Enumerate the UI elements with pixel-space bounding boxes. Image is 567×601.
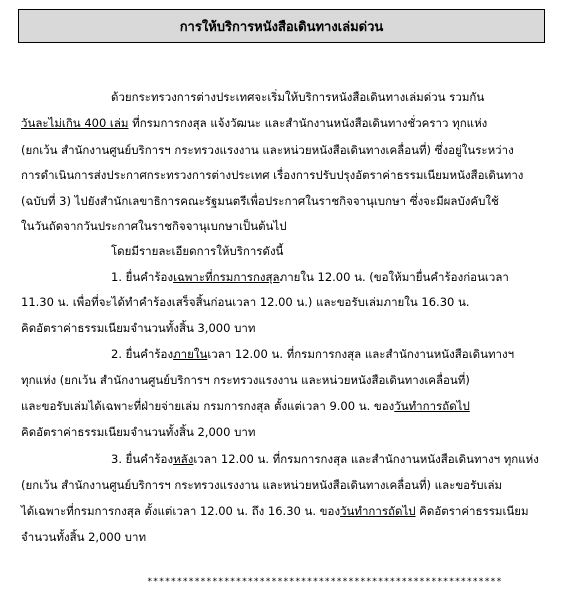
item-3-underlined: หลัง: [173, 452, 194, 466]
item-2-prefix: 2. ยื่นคำร้อง: [111, 347, 174, 361]
item-1-line-2: 11.30 น. เพื่อที่จะได้ทำคำร้องเสร็จสิ้นก่อนเวลา 12.00 น.) และขอรับเล่มภายใน 16.30 น.: [21, 295, 470, 309]
page-title: การให้บริการหนังสือเดินทางเล่มด่วน: [179, 19, 384, 35]
item-1-line-3: คิดอัตราค่าธรรมเนียมจำนวนทั้งสิ้น 3,000 บาท: [21, 321, 256, 335]
item-2-next-business-day: วันทำการถัดไป: [394, 399, 470, 413]
intro-line-2-rest: ที่กรมการกงสุล แจ้งวัฒนะ และสำนักงานหนังสือเดินทางชั่วคราว ทุกแห่ง: [128, 116, 488, 130]
item-3-next-business-day: วันทำการถัดไป: [340, 504, 416, 518]
intro-line-2: [21, 115, 487, 131]
item-3-line-4: จำนวนทั้งสิ้น 2,000 บาท: [21, 530, 147, 544]
intro-line-3: (ยกเว้น สำนักงานศูนย์บริการฯ กระทรวงแรงงาน และหน่วยหนังสือเดินทางเคลื่อนที่) ซึ่งอยู่ในระหว่าง: [21, 143, 514, 157]
item-3-prefix: 3. ยื่นคำร้อง: [111, 452, 174, 466]
item-3-line-2: (ยกเว้น สำนักงานศูนย์บริการฯ กระทรวงแรงงาน และหน่วยหนังสือเดินทางเคลื่อนที่) และขอรับเล่ม: [21, 478, 503, 492]
details-heading: โดยมีรายละเอียดการให้บริการดังนี้: [111, 244, 284, 258]
item-2-suffix: เวลา 12.00 น. ที่กรมการกงสุล และสำนักงานหนังสือเดินทางฯ: [207, 347, 515, 361]
intro-line-5: (ฉบับที่ 3) ไปยังสำนักเลขาธิการคณะรัฐมนตรีเพื่อประกาศในราชกิจจานุเบกษา ซึ่งจะมีผลบังคับใช้: [21, 194, 499, 208]
item-2-line-1: [111, 346, 514, 362]
title-box: [18, 9, 545, 43]
item-2-line-2: ทุกแห่ง (ยกเว้น สำนักงานศูนย์บริการฯ กระทรวงแรงงาน และหน่วยหนังสือเดินทางเคลื่อนที่): [21, 373, 470, 387]
intro-line-4: การดำเนินการส่งประกาศกระทรวงการต่างประเทศ เรื่องการปรับปรุงอัตราค่าธรรมเนียมหนังสือเดินทาง: [21, 168, 524, 182]
intro-limit-underlined: วันละไม่เกิน 400 เล่ม: [21, 116, 129, 130]
item-2-underlined: ภายใน: [173, 347, 208, 361]
intro-line-1: ด้วยกระทรวงการต่างประเทศจะเริ่มให้บริการหนังสือเดินทางเล่มด่วน รวมกัน: [111, 90, 485, 104]
item-3-suffix: เวลา 12.00 น. ที่กรมการกงสุล และสำนักงานหนังสือเดินทางฯ ทุกแห่ง: [193, 452, 539, 466]
item-3-line-3-rest: คิดอัตราค่าธรรมเนียม: [415, 504, 529, 518]
item-2-line-4: คิดอัตราค่าธรรมเนียมจำนวนทั้งสิ้น 2,000 บาท: [21, 425, 256, 439]
item-1-line-1: [111, 269, 509, 285]
item-1-prefix: 1. ยื่นคำร้อง: [111, 270, 174, 284]
item-3-line-3: [21, 503, 529, 519]
item-3-line-3-text: ได้เฉพาะที่กรมการกงสุล ตั้งแต่เวลา 12.00 น. ถึง 16.30 น. ของ: [21, 504, 341, 518]
item-2-line-3: [21, 398, 470, 414]
item-3-line-1: [111, 451, 539, 467]
item-2-line-3-text: และขอรับเล่มได้เฉพาะที่ฝ่ายจ่ายเล่ม กรมการกงสุล ตั้งแต่เวลา 9.00 น. ของ: [21, 399, 395, 413]
item-1-underlined: เฉพาะที่กรมการกงสุล: [173, 270, 280, 284]
asterisk-divider: ************************************************************: [147, 577, 503, 587]
item-1-suffix: ภายใน 12.00 น. (ขอให้มายื่นคำร้องก่อนเวลา: [279, 270, 509, 284]
intro-line-6: ในวันถัดจากวันประกาศในราชกิจจานุเบกษาเป็นต้นไป: [21, 219, 287, 233]
